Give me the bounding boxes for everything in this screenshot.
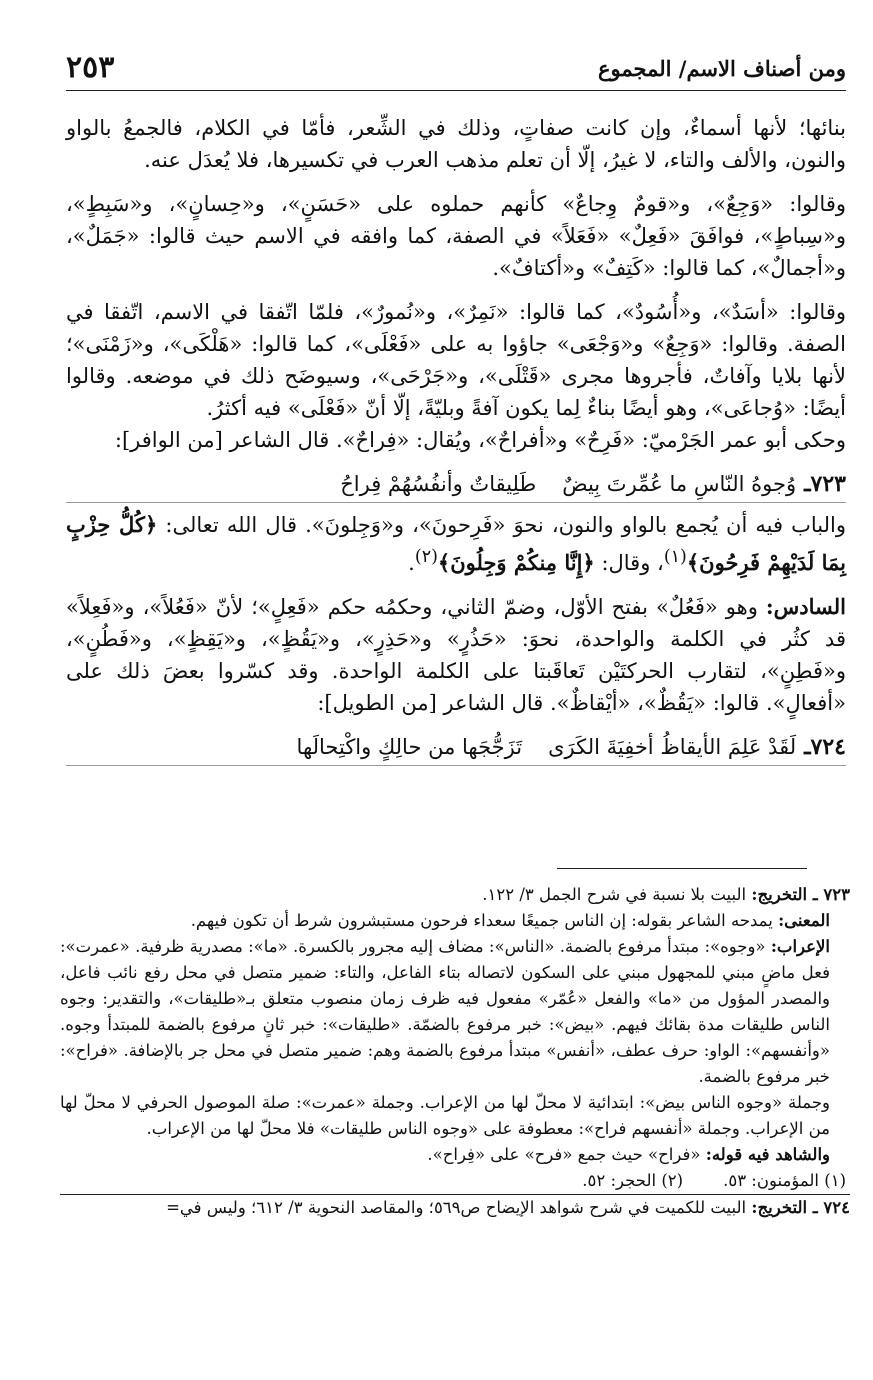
paragraph-5-text: والباب فيه أن يُجمع بالواو والنون، نحوَ «فَرِحونَ»، و«وَجِلونَ». قال الله تعالى: (165, 513, 846, 537)
note-text: البيت بلا نسبة في شرح الجمل ٣/ ١٢٢. (482, 885, 747, 904)
verse-hemistich-first: وُجوهُ النّاسِ ما عُمِّرتَ بِيضٌ (562, 472, 797, 496)
paragraph-4: وحكى أبو عمر الجَرْميّ: «فَرِحٌ» و«أفراحٌ»، ويُقال: «فِراحٌ». قال الشاعر [من الوافر]: (114, 428, 846, 452)
note-label: ٧٢٣ ـ التخريج: (751, 885, 850, 904)
paragraph-1: بنائها؛ لأنها أسماءٌ، وإن كانت صفاتٍ، وذلك في الشِّعر، فأمّا في الكلام، فالجمعُ بالواو والنون، والألف والتاء، لا غيرُ، إلّا أن تعلم مذهب العرب في تكسيرها، فلا يُعدَل عنه. (66, 116, 846, 172)
note-label: المعنى: (778, 911, 830, 930)
quran-verse-1: ﴿كُلُّ حِزْبٍ بِمَا لَدَيْهِمْ فَرِحُونَ﴾ (66, 512, 846, 575)
verse-hemistich-second: تَزَجُّجَها من حالِكٍ واكْتِحالَها (296, 735, 523, 759)
verse-number: ٧٢٤ـ (804, 734, 846, 760)
note-text: «فراح» حيث جمع «فرح» على «فِراح». (427, 1145, 701, 1164)
running-header (66, 50, 846, 91)
page-number: ٢٥٣ (66, 50, 122, 85)
footnotes (60, 882, 850, 1221)
footnote-ref-1: (١) (663, 547, 687, 567)
paragraph-6 (66, 591, 846, 719)
note-723-meaning (60, 908, 850, 934)
footnote-ref-2: (٢) (414, 547, 438, 567)
verse-723 (66, 468, 846, 503)
note-723-takhrij (60, 882, 850, 908)
paragraph-3 (66, 296, 846, 424)
paragraph-2: وقالوا: «وَجِعٌ»، و«قومٌ وِجاعٌ» كأنهم حملوه على «حَسَنٍ»، و«حِسانٍ»، و«سَبِطٍ»، و«سِباطٍ»، فوافَقَ «فَعِلٌ» «فَعَلاً» في الصفة، كما وافقه في الاسم حيث قالوا: «جَمَلٌ»، و«أجمالٌ»، كما قالوا: «كَتِفٌ» و«أكتافٌ». (66, 192, 846, 280)
note-723-shahid (60, 1142, 850, 1168)
paragraph-6-text: وهو «فَعُلٌ» بفتح الأوّل، وضمّ الثاني، وحكمُه حكم «فَعِلٍ»؛ لأنّ «فَعُلاً»، و«فَعِلاً» قد كثُر في الكلمة والواحدة، نحوَ: «حَذُرٍ» و«حَذِرٍ»، و«يَقُظٍ»، و«يَقِظٍ»، و«فَطُنٍ»، و«فَطِنٍ»، لتقارب الحركتَيْن تَعاقَبتا على الكلمة الواحدة. وقد كسّروا بعضَ ذلك على «أفعالٍ». قالوا: «يَقُظٌ»، «أيْقاظٌ». قال الشاعر [من الطويل]: (66, 595, 846, 715)
main-text (66, 112, 846, 772)
paragraph-5 (66, 509, 846, 579)
note-label: الإعراب: (770, 937, 830, 956)
note-text: يمدحه الشاعر بقوله: إن الناس جميعًا سعداء فرحون مستبشرون شرط أن تكون فيهم. (190, 911, 773, 930)
note-label: ٧٢٤ ـ التخريج: (751, 1198, 850, 1217)
verse-hemistich-first: لَقَدْ عَلِمَ الأيقاظُ أخفِيَةَ الكَرَى (548, 735, 797, 759)
note-label: والشاهد فيه قوله: (705, 1145, 830, 1164)
header-title: ومن أصناف الاسم/ المجموع (590, 56, 846, 81)
paragraph-5-end: . (408, 551, 415, 575)
quran-verse-2: ﴿إِنَّا مِنكُمْ وَجِلُونَ﴾ (437, 550, 595, 575)
footnote-divider (557, 868, 807, 869)
note-text: البيت للكميت في شرح شواهد الإيضاح ص٥٦٩؛ والمقاصد النحوية ٣/ ٦١٢؛ وليس في= (166, 1198, 747, 1217)
verse-724 (66, 731, 846, 766)
note-text: «وجوه»: مبتدأ مرفوع بالضمة. «الناس»: مضاف إليه مجرور بالكسرة. «ما»: مصدرية ظرفية. «عمرت»: فعل ماضٍ مبني للمجهول مبني على السكون لاتصاله بتاء الفاعل، والتاء: ضمير متصل في محل رفع نائب فاعل، والمصدر المؤول من «ما» والفعل «عُمّر» مفعول فيه ظرف زمان منصوب متعلق بـ«طليقات»، والتقدير: وجوه الناس طليقات مدة بقائك فيهم. «بيض»: خبر مرفوع بالضمّة. «طليقات»: خبر ثانٍ مرفوع بالضمة للمبتدأ وجوه. «وأنفسهم»: الواو: حرف عطف، «أنفس» مبتدأ مرفوع بالضمة وهم: ضمير متصل في محل جر بالإضافة. «فراح»: خبر مرفوع بالضمة. (60, 937, 830, 1086)
note-723-irab (60, 934, 850, 1090)
paragraph-5-connector: ، وقال: (601, 551, 664, 575)
footnote-1: (١) المؤمنون: ٥٣. (723, 1171, 846, 1190)
section-label-sixth: السادس: (765, 594, 846, 619)
note-724-takhrij (60, 1194, 850, 1221)
footnote-2: (٢) الحجر: ٥٢. (582, 1171, 684, 1190)
footnote-refs (60, 1168, 850, 1194)
paragraph-3-text: وقالوا: «أسَدٌ»، و«أُسُودٌ»، كما قالوا: «نَمِرٌ»، و«نُمورٌ»، فلمّا اتّفقا في الاسم، اتّفقا في الصفة. وقالوا: «وَجِعٌ» و«وَجْعَى» جاؤوا به على «فَعْلَى»، كما قالوا: «هَلْكَى»، و«زَمْنَى»؛ لأنها بلايا وآفاتٌ، فأجروها مجرى «قَتْلَى»، و«جَرْحَى»، وسيوضَح ذلك في موضعه. وقالوا أيضًا: «وُجاعَى»، وهو أيضًا بناءٌ لِما يكون آفةً وبليّةً، إلّا أنّ «فَعْلَى» فيه أكثرُ. (66, 300, 846, 420)
verse-hemistich-second: طَلِيقاتٌ وأنفُسُهُمْ فِراحُ (340, 472, 537, 496)
note-723-jumla: وجملة «وجوه الناس بيض»: ابتدائية لا محلّ لها من الإعراب. وجملة «عمرت»: صلة الموصول الحرفي لا محلّ لها من الإعراب. وجملة «أنفسهم فراح»: معطوفة على «وجوه الناس طليقات» فلا محلّ لها من الإعراب. (60, 1093, 830, 1138)
verse-number: ٧٢٣ـ (804, 471, 846, 497)
